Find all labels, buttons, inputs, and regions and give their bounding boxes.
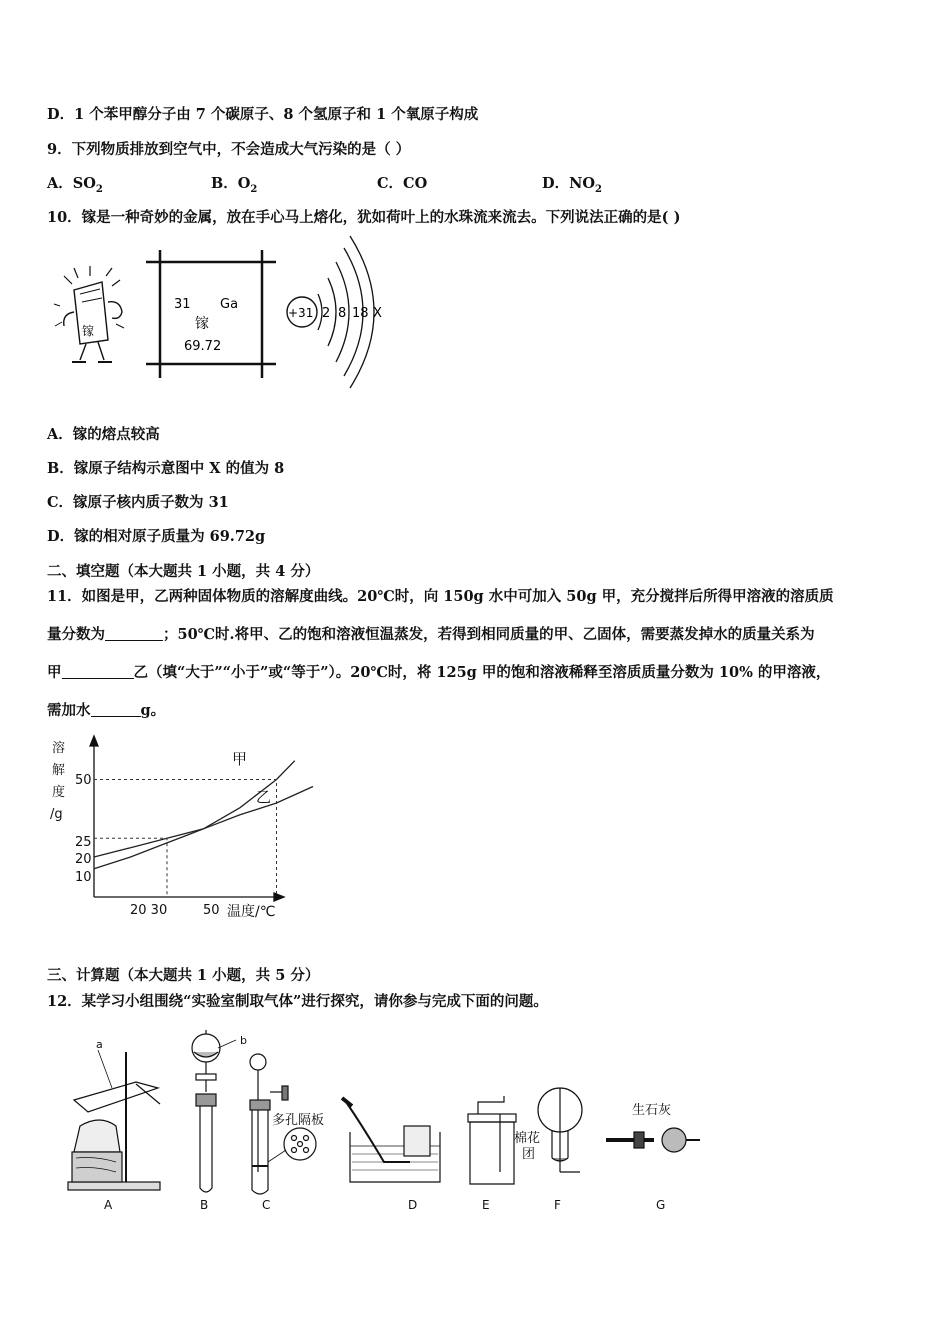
element-number: 31: [174, 297, 191, 312]
option-letter: C．: [377, 175, 404, 192]
series-curve-yi: [94, 787, 313, 858]
formula-sub: 2: [250, 183, 258, 195]
y-tick-20: 20: [75, 852, 92, 867]
x-axis-label: 温度/℃: [227, 904, 276, 920]
apparatus-e: [468, 1096, 516, 1184]
section-2-title: 二、填空题（本大题共 1 小题，共 4 分）: [47, 563, 320, 580]
answer-blank-3[interactable]: [91, 702, 141, 717]
solubility-chart: [46, 732, 306, 922]
label-a: a: [96, 1038, 103, 1051]
y-axis-arrow: [90, 736, 98, 746]
q9-option-b: [211, 172, 257, 195]
label-b: b: [240, 1034, 247, 1047]
apparatus-d: [342, 1098, 440, 1182]
apparatus-label-a: A: [104, 1198, 113, 1212]
y-tick-25: 25: [75, 835, 92, 850]
series-curve-jia: [94, 761, 295, 869]
lab-apparatus-figure: [60, 1022, 700, 1222]
x-tick-50: 50: [203, 903, 220, 918]
formula-base: O: [237, 175, 251, 192]
apparatus-label-f: F: [554, 1198, 561, 1212]
apparatus-label-g: G: [656, 1198, 666, 1212]
y-tick-10: 10: [75, 870, 92, 885]
formula-base: CO: [403, 175, 428, 192]
q10-option-d: D．镓的相对原子质量为 69.72g: [47, 528, 266, 545]
q11-line-3-start: 甲: [47, 664, 62, 681]
q9-option-c: [377, 172, 427, 195]
label-quicklime: 生石灰: [632, 1103, 672, 1118]
answer-blank-2[interactable]: [62, 664, 134, 679]
apparatus-g: [606, 1128, 700, 1152]
q10-option-b: B．镓原子结构示意图中 X 的值为 8: [47, 460, 285, 477]
answer-blank-1[interactable]: [105, 626, 163, 641]
q8-option-d: D．1 个苯甲醇分子由 7 个碳原子、8 个氢原子和 1 个氧原子构成: [47, 106, 479, 123]
apparatus-label-d: D: [408, 1198, 418, 1212]
x-tick-20-30: 20 30: [130, 903, 168, 918]
ylabel-char-3: 度: [52, 785, 66, 800]
q11-line-2-start: 量分数为: [47, 626, 105, 643]
apparatus-label-e: E: [482, 1198, 490, 1212]
element-symbol: Ga: [220, 297, 239, 312]
ylabel-char-2: 解: [52, 763, 66, 778]
q9-option-d: [542, 172, 602, 195]
shell-1-count: 2: [322, 306, 331, 321]
shell-2-count: 8: [338, 306, 347, 321]
q11-line-1: 11．如图是甲，乙两种固体物质的溶解度曲线。20℃时，向 150g 水中可加入 50g 甲，充分搅拌后所得甲溶液的溶质质: [47, 588, 834, 605]
shell-4-count: X: [373, 306, 382, 321]
option-letter: A．: [47, 175, 73, 192]
formula-sub: 2: [95, 183, 103, 195]
series-label-jia: 甲: [232, 750, 248, 768]
q9-stem: 9．下列物质排放到空气中，不会造成大气污染的是（ ）: [47, 141, 411, 158]
q10-option-c: C．镓原子核内质子数为 31: [47, 494, 229, 511]
apparatus-a: [68, 1050, 160, 1190]
section-3-title: 三、计算题（本大题共 1 小题，共 5 分）: [47, 967, 320, 984]
option-letter: B．: [211, 175, 238, 192]
reference-dashed-line-2: [94, 780, 277, 898]
shell-3-count: 18: [352, 306, 369, 321]
label-cotton-2: 团: [522, 1147, 536, 1162]
element-cell: [146, 250, 276, 378]
q11-line-2-end: ；50℃时.将甲、乙的饱和溶液恒温蒸发，若得到相同质量的甲、乙固体，需要蒸发掉水的质量关系为: [163, 626, 815, 643]
apparatus-f: [538, 1088, 582, 1172]
ylabel-char-1: 溶: [52, 741, 66, 756]
q10-option-a: A．镓的熔点较高: [47, 426, 160, 443]
apparatus-label-c: C: [262, 1198, 271, 1212]
apparatus-label-b: B: [200, 1198, 209, 1212]
element-name: 镓: [195, 316, 209, 332]
gallium-cartoon: [54, 266, 124, 362]
nucleus-charge: +31: [288, 306, 314, 320]
label-cotton-1: 棉花: [514, 1131, 541, 1146]
y-tick-50: 50: [75, 773, 92, 788]
gallium-figure: [50, 232, 450, 392]
cartoon-label: 镓: [82, 324, 95, 338]
apparatus-b: [192, 1030, 236, 1192]
ylabel-char-4: /g: [50, 807, 63, 822]
x-axis-arrow: [274, 893, 284, 901]
series-label-yi: 乙: [256, 788, 272, 806]
q10-stem: 10．镓是一种奇妙的金属，放在手心马上熔化，犹如荷叶上的水珠流来流去。下列说法正确的是( ): [47, 209, 681, 226]
q11-line-4-start: 需加水: [47, 702, 91, 719]
q11-line-4: [47, 699, 165, 720]
element-mass: 69.72: [184, 339, 222, 354]
formula-base: NO: [569, 175, 595, 192]
label-porous-plate: 多孔隔板: [272, 1113, 325, 1128]
q12-stem: 12．某学习小组围绕“实验室制取气体”进行探究，请你参与完成下面的问题。: [47, 993, 548, 1010]
formula-sub: 2: [594, 183, 602, 195]
q11-line-2: [47, 623, 815, 644]
q11-line-3: [47, 661, 830, 682]
option-letter: D．: [542, 175, 570, 192]
formula-base: SO: [72, 175, 96, 192]
q9-option-a: [47, 172, 103, 195]
q11-line-3-end: 乙（填“大于”“小于”或“等于”）。20℃时，将 125g 甲的饱和溶液稀释至溶质质量分数为 10% 的甲溶液，: [133, 664, 831, 681]
q11-line-4-end: g。: [140, 702, 166, 719]
